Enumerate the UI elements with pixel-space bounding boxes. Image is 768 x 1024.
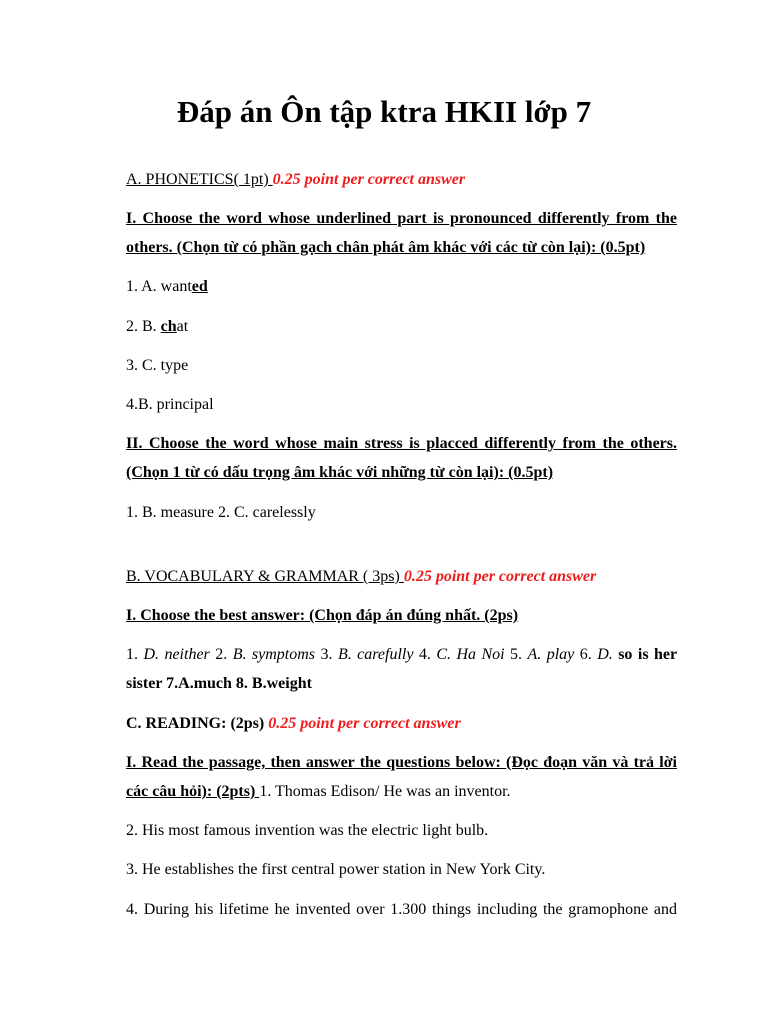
section-b-heading-line (126, 567, 677, 587)
section-c-heading-line (126, 714, 677, 734)
section-a-points: 0.25 point per correct answer (272, 171, 466, 188)
page-title: Đáp án Ôn tập ktra HKII lớp 7 (176, 94, 592, 129)
answer-b-num4: 4. (413, 646, 437, 663)
section-b-part1: I. Choose the best answer: (Chọn đáp án đúng nhất. (2ps) (126, 607, 519, 624)
answer-a1 (126, 277, 677, 297)
answer-a1-text: 1. A. want (126, 278, 192, 295)
section-a-part1-line2: others. (Chọn từ có phần gạch chân phát âm khác với các từ còn lại): (0.5pt) (126, 239, 646, 256)
reading-answer-1: 1. Thomas Edison/ He was an inventor. (259, 783, 511, 800)
answer-a2-suffix: at (176, 318, 189, 335)
answer-b4: C. Ha Noi (436, 646, 505, 663)
section-b-points: 0.25 point per correct answer (403, 568, 597, 585)
answer-a3: 3. C. type (126, 357, 189, 374)
answer-b2: B. symptoms (232, 646, 316, 663)
reading-answer-3: 3. He establishes the first central power station in New York City. (126, 861, 546, 878)
answer-b6-text: so is her (612, 646, 678, 663)
answer-b-num2: 2. (209, 646, 233, 663)
section-c-part1-line1: I. Read the passage, then answer the questions below: (Đọc đoạn văn và trả lời (126, 754, 677, 771)
section-a-heading-line (126, 170, 677, 190)
section-a-part1-line1: I. Choose the word whose underlined part is pronounced differently from the (126, 210, 677, 227)
answer-a2-text: 2. B. (126, 318, 161, 335)
section-b-answers-line1 (126, 645, 677, 665)
section-c-part1-line2 (126, 782, 677, 802)
answer-b-num5: 5. (504, 646, 528, 663)
answer-b-num6: 6. (574, 646, 598, 663)
answer-a2-underlined: ch (160, 318, 177, 335)
section-c-heading: C. READING: (2ps) (126, 715, 265, 732)
section-c-part1-label: các câu hỏi): (2pts) (126, 783, 260, 800)
section-a-heading: A. PHONETICS( 1pt) (126, 171, 273, 188)
answer-a4: 4.B. principal (126, 396, 214, 413)
answer-b6: D. (597, 646, 613, 663)
section-b-heading: B. VOCABULARY & GRAMMAR ( 3ps) (126, 568, 404, 585)
reading-answer-4: 4. During his lifetime he invented over 1.300 things including the gramophone and (126, 901, 677, 918)
answer-b5: A. play (527, 646, 575, 663)
section-b-answers-line2: sister 7.A.much 8. B.weight (126, 675, 312, 692)
reading-answer-2: 2. His most famous invention was the electric light bulb. (126, 822, 489, 839)
answer-b1: D. neither (143, 646, 210, 663)
stress-answers: 1. B. measure 2. C. carelessly (126, 504, 316, 521)
answer-b-num3: 3. (315, 646, 338, 663)
answer-b3: B. carefully (337, 646, 414, 663)
section-a-part2-line1: II. Choose the word whose main stress is placced differently from the others. (126, 435, 677, 452)
answer-a2 (126, 317, 677, 337)
answer-a1-underlined: ed (191, 278, 208, 295)
section-a-part2-line2: (Chọn 1 từ có dấu trọng âm khác với những từ còn lại): (0.5pt) (126, 464, 554, 481)
answer-b-num1: 1. (126, 646, 144, 663)
section-c-points: 0.25 point per correct answer (264, 715, 461, 732)
